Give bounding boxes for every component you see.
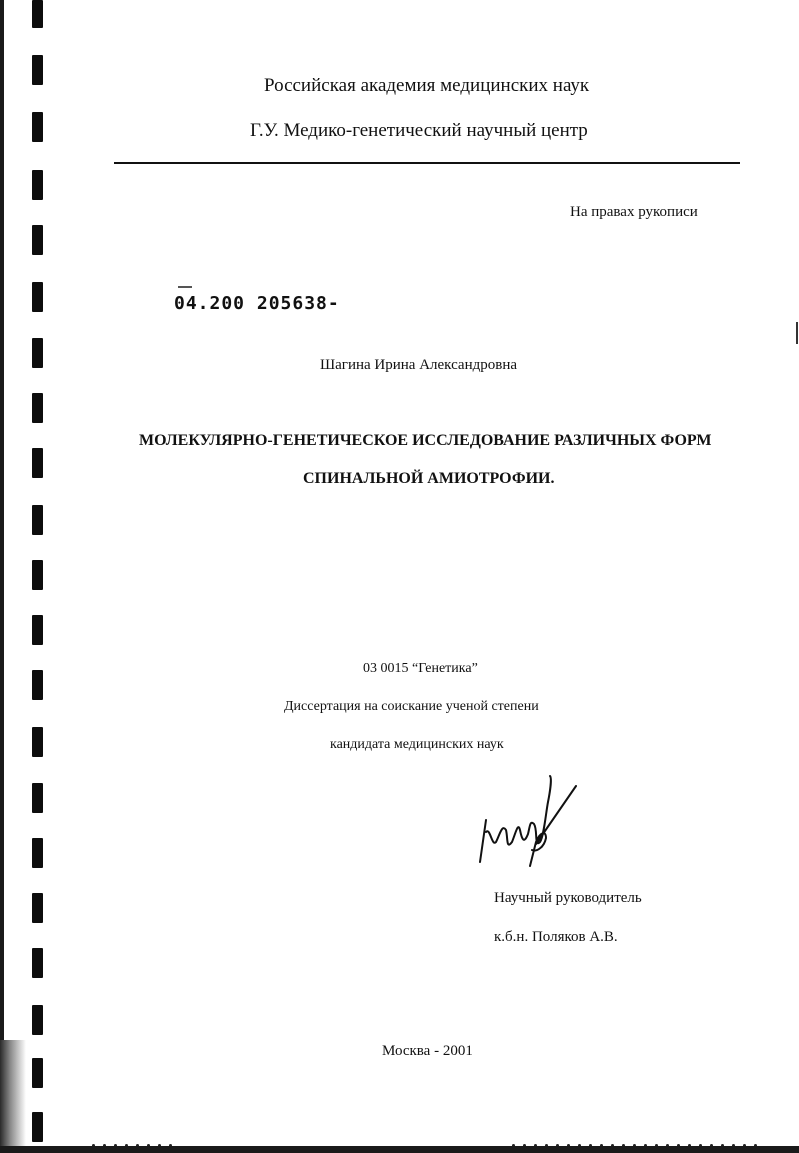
binding-hole-mark <box>32 838 43 868</box>
binding-hole-mark <box>32 170 43 200</box>
binding-hole-mark <box>32 1058 43 1088</box>
binding-hole-mark <box>32 505 43 535</box>
advisor-name: к.б.н. Поляков А.В. <box>494 929 618 945</box>
binding-hole-mark <box>32 338 43 368</box>
title-line-2: СПИНАЛЬНОЙ АМИОТРОФИИ. <box>303 470 555 487</box>
scan-dots-left <box>92 1134 180 1140</box>
binding-hole-mark <box>32 55 43 85</box>
specialty: 03 0015 “Генетика” <box>363 661 478 676</box>
binding-hole-mark <box>32 225 43 255</box>
binding-hole-mark <box>32 448 43 478</box>
title-line-1: МОЛЕКУЛЯРНО-ГЕНЕТИЧЕСКОЕ ИССЛЕДОВАНИЕ РАЗЛИЧНЫХ ФОРМ <box>139 432 712 449</box>
scan-dots-right <box>512 1134 765 1140</box>
binding-hole-mark <box>32 948 43 978</box>
binding-hole-mark <box>32 670 43 700</box>
rights-note: На правах рукописи <box>570 204 698 220</box>
advisor-role: Научный руководитель <box>494 890 642 906</box>
binding-hole-mark <box>32 0 43 28</box>
binding-hole-mark <box>32 393 43 423</box>
binding-hole-mark <box>32 560 43 590</box>
catalog-code: 04.200 205638- <box>174 293 340 314</box>
place-year: Москва - 2001 <box>382 1043 473 1059</box>
dissertation-line-2: кандидата медицинских наук <box>330 737 504 752</box>
scan-bottom-edge <box>0 1146 799 1153</box>
center-name: Г.У. Медико-генетический научный центр <box>250 120 588 141</box>
code-annotation-mark <box>178 286 192 288</box>
scan-corner-shadow <box>0 1040 26 1146</box>
binding-hole-mark <box>32 1005 43 1035</box>
binding-hole-mark <box>32 727 43 757</box>
academy-name: Российская академия медицинских наук <box>264 75 590 96</box>
binding-hole-mark <box>32 615 43 645</box>
binding-marks <box>0 0 60 1153</box>
scan-right-mark <box>796 322 798 344</box>
binding-hole-mark <box>32 282 43 312</box>
binding-hole-mark <box>32 112 43 142</box>
author-name: Шагина Ирина Александровна <box>320 357 518 373</box>
author-signature <box>472 772 582 872</box>
binding-hole-mark <box>32 1112 43 1142</box>
header-divider <box>114 162 740 164</box>
dissertation-line-1: Диссертация на соискание ученой степени <box>284 699 539 714</box>
binding-hole-mark <box>32 893 43 923</box>
binding-hole-mark <box>32 783 43 813</box>
